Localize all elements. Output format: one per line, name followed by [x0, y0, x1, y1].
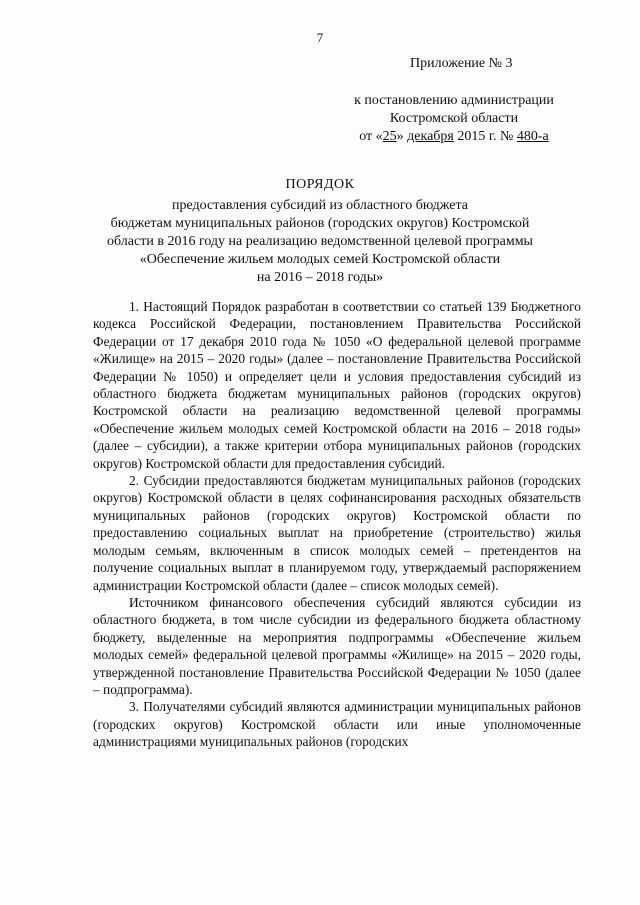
- paragraph-1: 1. Настоящий Порядок разработан в соответствии со статьей 139 Бюджетного кодекса Российской Федерации, постановлением Правительства Российской Федерации от 17 декабря 2010 года № 1050 «О федеральной целевой программе «Жилище» на 2015 – 2020 годы» (далее – постановление Правительства Российской Федерации № 1050) и определяет цели и условия предоставления субсидий из областного бюджета бюджетам муниципальных районов (городских округов) Костромской области на реализацию ведомственной целевой программы «Обеспечение жильем молодых семей Костромской области на 2016 – 2018 годы» (далее – субсидии), а также критерии отбора муниципальных районов (городских округов) Костромской области для предоставления субсидий.: [93, 299, 581, 471]
- approval-line-3: [330, 128, 578, 146]
- page-number: 7: [316, 30, 324, 45]
- approval-number: 480-а: [516, 129, 549, 144]
- approval-line-2: Костромской области: [389, 111, 519, 126]
- approval-date-mid: »: [396, 129, 408, 144]
- approval-year: 2015 г. №: [453, 129, 517, 144]
- title-line-3: области в 2016 году на реализацию ведомственной целевой программы: [107, 234, 533, 249]
- approval-day: 25: [382, 129, 397, 144]
- title-line-2: бюджетам муниципальных районов (городских округов) Костромской: [110, 216, 530, 231]
- paragraph-funding-source: Источником финансового обеспечения субсидий являются субсидии из областного бюджета, в том числе субсидии из федерального бюджета областному бюджету, выделенные на мероприятия подпрограммы «Обеспечение жильем молодых семей» федеральной целевой программы «Жилище» на 2015 – 2020 годы, утвержденной постановление Правительства Российской Федерации № 1050 (далее – подпрограмма).: [93, 594, 581, 697]
- title-line-5: на 2016 – 2018 годы»: [256, 270, 384, 285]
- appendix-label: Приложение № 3: [410, 56, 513, 71]
- paragraph-3: 3. Получателями субсидий являются администрации муниципальных районов (городских округов) Костромской области или иные уполномоченные администрациями муниципальных районов (городских: [93, 699, 581, 750]
- paragraph-2: 2. Субсидии предоставляются бюджетам муниципальных районов (городских округов) Костромской области в целях софинансирования расходных обязательств муниципальных районов (городских округов) Костромской области по предоставлению социальных выплат на приобретение (строительство) жилья молодым семьям, включенным в список молодых семей – претендентов на получение социальных выплат в планируемом году, утверждаемый распоряжением администрации Костромской области (далее – список молодых семей).: [93, 473, 581, 593]
- document-title: [90, 176, 550, 287]
- approval-reference: [330, 92, 578, 146]
- title-heading: ПОРЯДОК: [285, 177, 355, 192]
- title-line-1: предоставления субсидий из областного бюджета: [172, 198, 468, 213]
- body-text: [93, 298, 581, 751]
- title-line-4: «Обеспечение жильем молодых семей Костромской области: [139, 252, 501, 267]
- approval-line-1: к постановлению администрации: [354, 93, 554, 108]
- approval-month: декабря: [407, 129, 454, 144]
- approval-date-prefix: от «: [359, 129, 383, 144]
